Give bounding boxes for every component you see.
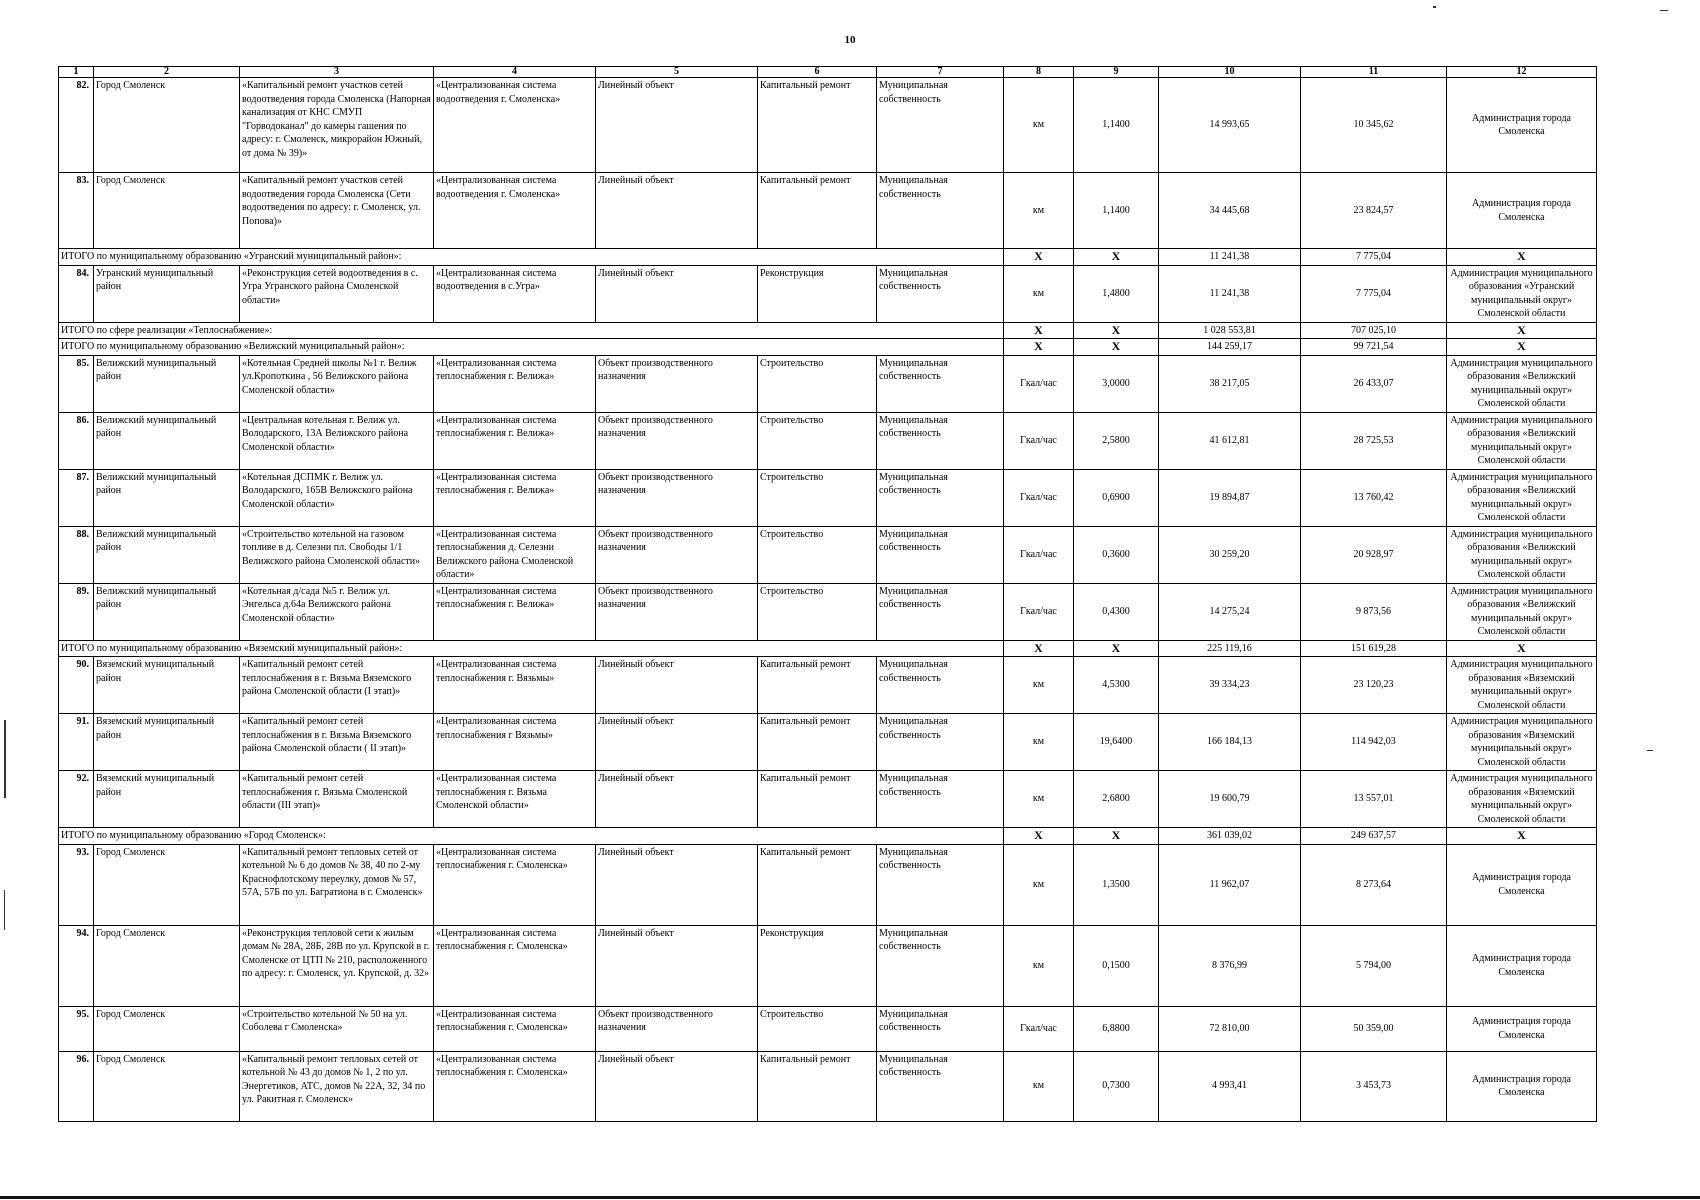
object-type: Объект производственного назначения bbox=[596, 583, 758, 640]
ownership: Муниципальная собственность bbox=[877, 469, 1004, 526]
object-type: Линейный объект bbox=[596, 714, 758, 771]
system-name: «Централизованная система теплоснабжения г. Вязьмы» bbox=[434, 657, 596, 714]
column-number: 11 bbox=[1301, 67, 1447, 78]
row-number: 91. bbox=[59, 714, 94, 771]
total-cost: 39 334,23 bbox=[1159, 657, 1301, 714]
administration: Администрация муниципального образования «Велижский муниципальный округ» Смоленской области bbox=[1447, 469, 1597, 526]
subtotal-cost: 144 259,17 bbox=[1159, 339, 1301, 356]
subtotal-c9: X bbox=[1074, 828, 1159, 845]
table-row bbox=[59, 265, 1597, 322]
object-type: Объект производственного назначения bbox=[596, 469, 758, 526]
administration: Администрация муниципального образования «Велижский муниципальный округ» Смоленской области bbox=[1447, 355, 1597, 412]
page-number: 10 bbox=[844, 34, 856, 46]
column-number: 12 bbox=[1447, 67, 1597, 78]
row-number: 96. bbox=[59, 1051, 94, 1121]
system-name: «Централизованная система теплоснабжения г. Велижа» bbox=[434, 412, 596, 469]
row-number: 85. bbox=[59, 355, 94, 412]
total-cost: 14 275,24 bbox=[1159, 583, 1301, 640]
funding: 13 760,42 bbox=[1301, 469, 1447, 526]
project-name: «Капитальный ремонт сетей теплоснабжения в г. Вязьма Вяземского района Смоленской области ( II этап)» bbox=[240, 714, 434, 771]
scan-mark bbox=[4, 890, 5, 930]
column-number: 4 bbox=[434, 67, 596, 78]
project-name: «Реконструкция сетей водоотведения в с. Угра Угранского района Смоленской области» bbox=[240, 265, 434, 322]
row-number: 84. bbox=[59, 265, 94, 322]
total-cost: 30 259,20 bbox=[1159, 526, 1301, 583]
subtotal-row bbox=[59, 339, 1597, 356]
row-number: 92. bbox=[59, 771, 94, 828]
row-number: 94. bbox=[59, 925, 94, 1006]
column-number: 5 bbox=[596, 67, 758, 78]
subtotal-c8: X bbox=[1004, 640, 1074, 657]
object-type: Объект производственного назначения bbox=[596, 1006, 758, 1051]
ownership: Муниципальная собственность bbox=[877, 78, 1004, 173]
total-cost: 34 445,68 bbox=[1159, 173, 1301, 249]
column-number: 2 bbox=[94, 67, 240, 78]
page-bottom-border bbox=[0, 1196, 1700, 1199]
work-type: Строительство bbox=[758, 355, 877, 412]
object-type: Линейный объект bbox=[596, 657, 758, 714]
unit: Гкал/час bbox=[1004, 355, 1074, 412]
municipality: Город Смоленск bbox=[94, 1006, 240, 1051]
capacity: 1,1400 bbox=[1074, 78, 1159, 173]
ownership: Муниципальная собственность bbox=[877, 844, 1004, 925]
subtotal-fund: 7 775,04 bbox=[1301, 249, 1447, 266]
system-name: «Централизованная система теплоснабжения г. Велижа» bbox=[434, 355, 596, 412]
municipality: Город Смоленск bbox=[94, 925, 240, 1006]
work-type: Строительство bbox=[758, 1006, 877, 1051]
column-number: 7 bbox=[877, 67, 1004, 78]
unit: Гкал/час bbox=[1004, 526, 1074, 583]
capacity: 0,7300 bbox=[1074, 1051, 1159, 1121]
project-name: «Капитальный ремонт тепловых сетей от котельной № 43 до домов № 1, 2 по ул. Энергетиков, АТС, домов № 22А, 32, 34 по ул. Ракитная г. Смоленск» bbox=[240, 1051, 434, 1121]
subtotal-fund: 99 721,54 bbox=[1301, 339, 1447, 356]
projects-table bbox=[58, 66, 1597, 1122]
system-name: «Централизованная система теплоснабжения г. Смоленска» bbox=[434, 925, 596, 1006]
administration: Администрация муниципального образования «Велижский муниципальный округ» Смоленской области bbox=[1447, 412, 1597, 469]
project-name: «Капитальный ремонт участков сетей водоотведения города Смоленска (Напорная канализация от КНС СМУП "Горводоканал" до камеры гашения по адресу: г. Смоленск, микрорайон Южный, от дома № 39)» bbox=[240, 78, 434, 173]
total-cost: 8 376,99 bbox=[1159, 925, 1301, 1006]
total-cost: 72 810,00 bbox=[1159, 1006, 1301, 1051]
unit: Гкал/час bbox=[1004, 1006, 1074, 1051]
capacity: 19,6400 bbox=[1074, 714, 1159, 771]
row-number: 87. bbox=[59, 469, 94, 526]
row-number: 88. bbox=[59, 526, 94, 583]
capacity: 1,4800 bbox=[1074, 265, 1159, 322]
subtotal-label: ИТОГО по муниципальному образованию «Велижский муниципальный район»: bbox=[59, 339, 1004, 356]
subtotal-row bbox=[59, 640, 1597, 657]
table-row bbox=[59, 714, 1597, 771]
system-name: «Централизованная система водоотведения в с.Угра» bbox=[434, 265, 596, 322]
object-type: Линейный объект bbox=[596, 844, 758, 925]
scan-mark bbox=[1647, 750, 1653, 751]
capacity: 3,0000 bbox=[1074, 355, 1159, 412]
object-type: Линейный объект bbox=[596, 78, 758, 173]
unit: км bbox=[1004, 771, 1074, 828]
subtotal-cost: 225 119,16 bbox=[1159, 640, 1301, 657]
administration: Администрация муниципального образования «Велижский муниципальный округ» Смоленской области bbox=[1447, 526, 1597, 583]
column-number: 8 bbox=[1004, 67, 1074, 78]
unit: км bbox=[1004, 844, 1074, 925]
municipality: Вяземский муниципальный район bbox=[94, 714, 240, 771]
administration: Администрация города Смоленска bbox=[1447, 173, 1597, 249]
administration: Администрация города Смоленска bbox=[1447, 925, 1597, 1006]
work-type: Реконструкция bbox=[758, 925, 877, 1006]
work-type: Капитальный ремонт bbox=[758, 657, 877, 714]
municipality: Велижский муниципальный район bbox=[94, 526, 240, 583]
work-type: Капитальный ремонт bbox=[758, 78, 877, 173]
subtotal-label: ИТОГО по муниципальному образованию «Вяземский муниципальный район»: bbox=[59, 640, 1004, 657]
object-type: Объект производственного назначения bbox=[596, 526, 758, 583]
administration: Администрация муниципального образования «Вяземский муниципальный округ» Смоленской области bbox=[1447, 657, 1597, 714]
funding: 26 433,07 bbox=[1301, 355, 1447, 412]
ownership: Муниципальная собственность bbox=[877, 714, 1004, 771]
ownership: Муниципальная собственность bbox=[877, 355, 1004, 412]
funding: 114 942,03 bbox=[1301, 714, 1447, 771]
table-row bbox=[59, 412, 1597, 469]
work-type: Капитальный ремонт bbox=[758, 1051, 877, 1121]
system-name: «Централизованная система теплоснабжения г. Велижа» bbox=[434, 469, 596, 526]
subtotal-fund: 249 637,57 bbox=[1301, 828, 1447, 845]
municipality: Велижский муниципальный район bbox=[94, 583, 240, 640]
unit: км bbox=[1004, 657, 1074, 714]
subtotal-c12: X bbox=[1447, 640, 1597, 657]
ownership: Муниципальная собственность bbox=[877, 583, 1004, 640]
object-type: Линейный объект bbox=[596, 173, 758, 249]
subtotal-cost: 1 028 553,81 bbox=[1159, 322, 1301, 339]
funding: 28 725,53 bbox=[1301, 412, 1447, 469]
table-row bbox=[59, 355, 1597, 412]
scan-mark bbox=[1433, 6, 1436, 8]
system-name: «Централизованная система теплоснабжения г. Смоленска» bbox=[434, 1006, 596, 1051]
system-name: «Централизованная система теплоснабжения г. Смоленска» bbox=[434, 1051, 596, 1121]
object-type: Объект производственного назначения bbox=[596, 355, 758, 412]
row-number: 93. bbox=[59, 844, 94, 925]
subtotal-cost: 361 039,02 bbox=[1159, 828, 1301, 845]
table-row bbox=[59, 1006, 1597, 1051]
administration: Администрация муниципального образования «Вяземский муниципальный округ» Смоленской области bbox=[1447, 714, 1597, 771]
project-name: «Центральная котельная г. Велиж ул. Володарского, 13А Велижского района Смоленской области» bbox=[240, 412, 434, 469]
work-type: Капитальный ремонт bbox=[758, 844, 877, 925]
subtotal-fund: 707 025,10 bbox=[1301, 322, 1447, 339]
municipality: Велижский муниципальный район bbox=[94, 412, 240, 469]
subtotal-c12: X bbox=[1447, 249, 1597, 266]
system-name: «Централизованная система теплоснабжения д. Селезни Велижского района Смоленской области» bbox=[434, 526, 596, 583]
unit: Гкал/час bbox=[1004, 583, 1074, 640]
table-row bbox=[59, 469, 1597, 526]
column-number: 6 bbox=[758, 67, 877, 78]
funding: 50 359,00 bbox=[1301, 1006, 1447, 1051]
work-type: Капитальный ремонт bbox=[758, 714, 877, 771]
project-name: «Котельная Средней школы №1 г. Велиж ул.Кропоткина , 56 Велижского района Смоленской области» bbox=[240, 355, 434, 412]
municipality: Город Смоленск bbox=[94, 173, 240, 249]
total-cost: 41 612,81 bbox=[1159, 412, 1301, 469]
municipality: Город Смоленск bbox=[94, 1051, 240, 1121]
subtotal-label: ИТОГО по муниципальному образованию «Угранский муниципальный район»: bbox=[59, 249, 1004, 266]
work-type: Строительство bbox=[758, 412, 877, 469]
work-type: Реконструкция bbox=[758, 265, 877, 322]
total-cost: 166 184,13 bbox=[1159, 714, 1301, 771]
unit: Гкал/час bbox=[1004, 469, 1074, 526]
system-name: «Централизованная система теплоснабжения г. Вязьма Смоленской области» bbox=[434, 771, 596, 828]
work-type: Капитальный ремонт bbox=[758, 771, 877, 828]
funding: 7 775,04 bbox=[1301, 265, 1447, 322]
column-number: 10 bbox=[1159, 67, 1301, 78]
subtotal-c8: X bbox=[1004, 339, 1074, 356]
table-row bbox=[59, 173, 1597, 249]
column-number-row bbox=[59, 67, 1597, 78]
capacity: 0,6900 bbox=[1074, 469, 1159, 526]
subtotal-fund: 151 619,28 bbox=[1301, 640, 1447, 657]
municipality: Город Смоленск bbox=[94, 78, 240, 173]
capacity: 0,4300 bbox=[1074, 583, 1159, 640]
administration: Администрация муниципального образования «Вяземский муниципальный округ» Смоленской области bbox=[1447, 771, 1597, 828]
total-cost: 19 600,79 bbox=[1159, 771, 1301, 828]
system-name: «Централизованная система теплоснабжения г Вязьмы» bbox=[434, 714, 596, 771]
object-type: Линейный объект bbox=[596, 1051, 758, 1121]
funding: 3 453,73 bbox=[1301, 1051, 1447, 1121]
funding: 5 794,00 bbox=[1301, 925, 1447, 1006]
scan-mark bbox=[1660, 10, 1668, 11]
project-name: «Капитальный ремонт участков сетей водоотведения города Смоленска (Сети водоотведения по адресу: г. Смоленск, ул. Попова)» bbox=[240, 173, 434, 249]
subtotal-c9: X bbox=[1074, 249, 1159, 266]
subtotal-c12: X bbox=[1447, 828, 1597, 845]
table-row bbox=[59, 925, 1597, 1006]
system-name: «Централизованная система водоотведения г. Смоленска» bbox=[434, 78, 596, 173]
ownership: Муниципальная собственность bbox=[877, 1051, 1004, 1121]
subtotal-c9: X bbox=[1074, 640, 1159, 657]
project-name: «Котельная ДСПМК г. Велиж ул. Володарского, 165В Велижского района Смоленской области» bbox=[240, 469, 434, 526]
capacity: 4,5300 bbox=[1074, 657, 1159, 714]
column-number: 3 bbox=[240, 67, 434, 78]
project-name: «Строительство котельной № 50 на ул. Соболева г Смоленска» bbox=[240, 1006, 434, 1051]
system-name: «Централизованная система водоотведения г. Смоленска» bbox=[434, 173, 596, 249]
row-number: 83. bbox=[59, 173, 94, 249]
subtotal-row bbox=[59, 322, 1597, 339]
municipality: Угранский муниципальный район bbox=[94, 265, 240, 322]
municipality: Город Смоленск bbox=[94, 844, 240, 925]
municipality: Вяземский муниципальный район bbox=[94, 657, 240, 714]
administration: Администрация города Смоленска bbox=[1447, 1051, 1597, 1121]
funding: 20 928,97 bbox=[1301, 526, 1447, 583]
ownership: Муниципальная собственность bbox=[877, 657, 1004, 714]
unit: км bbox=[1004, 714, 1074, 771]
ownership: Муниципальная собственность bbox=[877, 1006, 1004, 1051]
ownership: Муниципальная собственность bbox=[877, 925, 1004, 1006]
subtotal-c9: X bbox=[1074, 322, 1159, 339]
project-name: «Котельная д/сада №5 г. Велиж ул. Энгельса д.64а Велижского района Смоленской области» bbox=[240, 583, 434, 640]
subtotal-label: ИТОГО по сфере реализации «Теплоснабжение»: bbox=[59, 322, 1004, 339]
ownership: Муниципальная собственность bbox=[877, 526, 1004, 583]
municipality: Велижский муниципальный район bbox=[94, 469, 240, 526]
municipality: Велижский муниципальный район bbox=[94, 355, 240, 412]
total-cost: 11 241,38 bbox=[1159, 265, 1301, 322]
unit: км bbox=[1004, 925, 1074, 1006]
subtotal-row bbox=[59, 249, 1597, 266]
subtotal-c12: X bbox=[1447, 322, 1597, 339]
municipality: Вяземский муниципальный район bbox=[94, 771, 240, 828]
administration: Администрация города Смоленска bbox=[1447, 78, 1597, 173]
subtotal-c8: X bbox=[1004, 322, 1074, 339]
work-type: Строительство bbox=[758, 469, 877, 526]
row-number: 86. bbox=[59, 412, 94, 469]
subtotal-row bbox=[59, 828, 1597, 845]
funding: 23 120,23 bbox=[1301, 657, 1447, 714]
subtotal-label: ИТОГО по муниципальному образованию «Город Смоленск»: bbox=[59, 828, 1004, 845]
table-row bbox=[59, 657, 1597, 714]
subtotal-c8: X bbox=[1004, 249, 1074, 266]
capacity: 6,8800 bbox=[1074, 1006, 1159, 1051]
total-cost: 19 894,87 bbox=[1159, 469, 1301, 526]
table-row bbox=[59, 1051, 1597, 1121]
total-cost: 11 962,07 bbox=[1159, 844, 1301, 925]
funding: 8 273,64 bbox=[1301, 844, 1447, 925]
object-type: Линейный объект bbox=[596, 265, 758, 322]
funding: 23 824,57 bbox=[1301, 173, 1447, 249]
capacity: 2,6800 bbox=[1074, 771, 1159, 828]
unit: км bbox=[1004, 78, 1074, 173]
ownership: Муниципальная собственность bbox=[877, 173, 1004, 249]
table-row bbox=[59, 583, 1597, 640]
column-number: 9 bbox=[1074, 67, 1159, 78]
unit: км bbox=[1004, 265, 1074, 322]
funding: 13 557,01 bbox=[1301, 771, 1447, 828]
work-type: Строительство bbox=[758, 583, 877, 640]
work-type: Строительство bbox=[758, 526, 877, 583]
ownership: Муниципальная собственность bbox=[877, 412, 1004, 469]
object-type: Объект производственного назначения bbox=[596, 412, 758, 469]
table-row bbox=[59, 78, 1597, 173]
system-name: «Централизованная система теплоснабжения г. Велижа» bbox=[434, 583, 596, 640]
capacity: 0,1500 bbox=[1074, 925, 1159, 1006]
total-cost: 38 217,05 bbox=[1159, 355, 1301, 412]
row-number: 82. bbox=[59, 78, 94, 173]
unit: Гкал/час bbox=[1004, 412, 1074, 469]
capacity: 2,5800 bbox=[1074, 412, 1159, 469]
subtotal-c12: X bbox=[1447, 339, 1597, 356]
scan-mark bbox=[4, 720, 6, 798]
object-type: Линейный объект bbox=[596, 925, 758, 1006]
unit: км bbox=[1004, 173, 1074, 249]
administration: Администрация муниципального образования «Велижский муниципальный округ» Смоленской области bbox=[1447, 583, 1597, 640]
object-type: Линейный объект bbox=[596, 771, 758, 828]
row-number: 90. bbox=[59, 657, 94, 714]
project-name: «Капитальный ремонт тепловых сетей от котельной № 6 до домов № 38, 40 по 2-му Краснофлотскому переулку, домов № 57, 57А, 57Б по ул. Багратиона в г. Смоленск» bbox=[240, 844, 434, 925]
capacity: 0,3600 bbox=[1074, 526, 1159, 583]
ownership: Муниципальная собственность bbox=[877, 265, 1004, 322]
column-number: 1 bbox=[59, 67, 94, 78]
project-name: «Капитальный ремонт сетей теплоснабжения в г. Вязьма Вяземского района Смоленской области (I этап)» bbox=[240, 657, 434, 714]
unit: км bbox=[1004, 1051, 1074, 1121]
administration: Администрация муниципального образования «Угранский муниципальный округ» Смоленской области bbox=[1447, 265, 1597, 322]
system-name: «Централизованная система теплоснабжения г. Смоленска» bbox=[434, 844, 596, 925]
project-name: «Строительство котельной на газовом топливе в д. Селезни пл. Свободы 1/1 Велижского района Смоленской области» bbox=[240, 526, 434, 583]
capacity: 1,1400 bbox=[1074, 173, 1159, 249]
row-number: 95. bbox=[59, 1006, 94, 1051]
subtotal-c8: X bbox=[1004, 828, 1074, 845]
capacity: 1,3500 bbox=[1074, 844, 1159, 925]
total-cost: 4 993,41 bbox=[1159, 1051, 1301, 1121]
ownership: Муниципальная собственность bbox=[877, 771, 1004, 828]
total-cost: 14 993,65 bbox=[1159, 78, 1301, 173]
table-row bbox=[59, 526, 1597, 583]
administration: Администрация города Смоленска bbox=[1447, 844, 1597, 925]
funding: 10 345,62 bbox=[1301, 78, 1447, 173]
administration: Администрация города Смоленска bbox=[1447, 1006, 1597, 1051]
table-row bbox=[59, 771, 1597, 828]
project-name: «Капитальный ремонт сетей теплоснабжения г. Вязьма Смоленской области (III этап)» bbox=[240, 771, 434, 828]
work-type: Капитальный ремонт bbox=[758, 173, 877, 249]
project-name: «Реконструкция тепловой сети к жилым домам № 28А, 28Б, 28В по ул. Крупской в г. Смоленске от ЦТП № 210, расположенного по адресу: г. Смоленск, ул. Крупской, д. 32» bbox=[240, 925, 434, 1006]
funding: 9 873,56 bbox=[1301, 583, 1447, 640]
table-row bbox=[59, 844, 1597, 925]
subtotal-c9: X bbox=[1074, 339, 1159, 356]
row-number: 89. bbox=[59, 583, 94, 640]
subtotal-cost: 11 241,38 bbox=[1159, 249, 1301, 266]
